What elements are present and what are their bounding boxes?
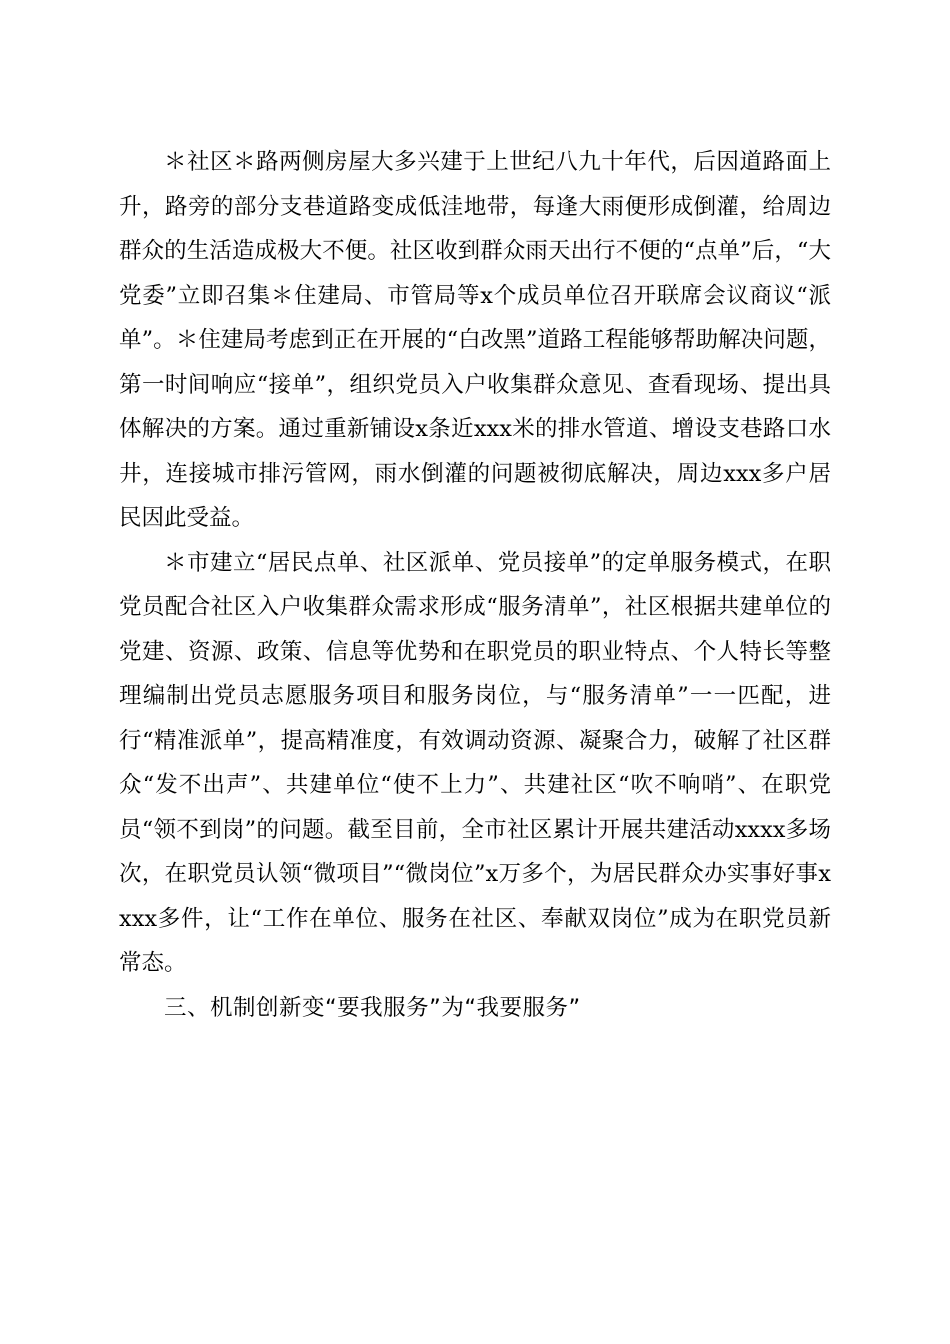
section-heading: 三、机制创新变“要我服务”为“我要服务” bbox=[164, 994, 581, 1021]
document-body bbox=[119, 140, 831, 1030]
paragraph-community-drainage: ＊社区＊路两侧房屋大多兴建于上世纪八九十年代，后因道路面上升，路旁的部分支巷道路变成低洼地带，每逢大雨便形成倒灌，给周边群众的生活造成极大不便。社区收到群众雨天出行不便的“点单”后，“大党委”立即召集＊住建局、市管局等x个成员单位召开联席会议商议“派单”。＊住建局考虑到正在开展的“白改黑”道路工程能够帮助解决问题，第一时间响应“接单”，组织党员入户收集群众意见、查看现场、提出具体解决的方案。通过重新铺设x条近xxx米的排水管道、增设支巷路口水井，连接城市排污管网，雨水倒灌的问题被彻底解决，周边xxx多户居民因此受益。 bbox=[119, 149, 831, 531]
paragraph-order-service-model: ＊市建立“居民点单、社区派单、党员接单”的定单服务模式，在职党员配合社区入户收集群众需求形成“服务清单”，社区根据共建单位的党建、资源、政策、信息等优势和在职党员的职业特点、个人特长等整理编制出党员志愿服务项目和服务岗位，与“服务清单”一一匹配，进行“精准派单”，提高精准度，有效调动资源、凝聚合力，破解了社区群众“发不出声”、共建单位“使不上力”、共建社区“吹不响哨”、在职党员“领不到岗”的问题。截至目前，全市社区累计开展共建活动xxxx多场次，在职党员认领“微项目”“微岗位”x万多个，为居民群众办实事好事xxxx多件，让“工作在单位、服务在社区、奉献双岗位”成为在职党员新常态。 bbox=[119, 549, 831, 976]
